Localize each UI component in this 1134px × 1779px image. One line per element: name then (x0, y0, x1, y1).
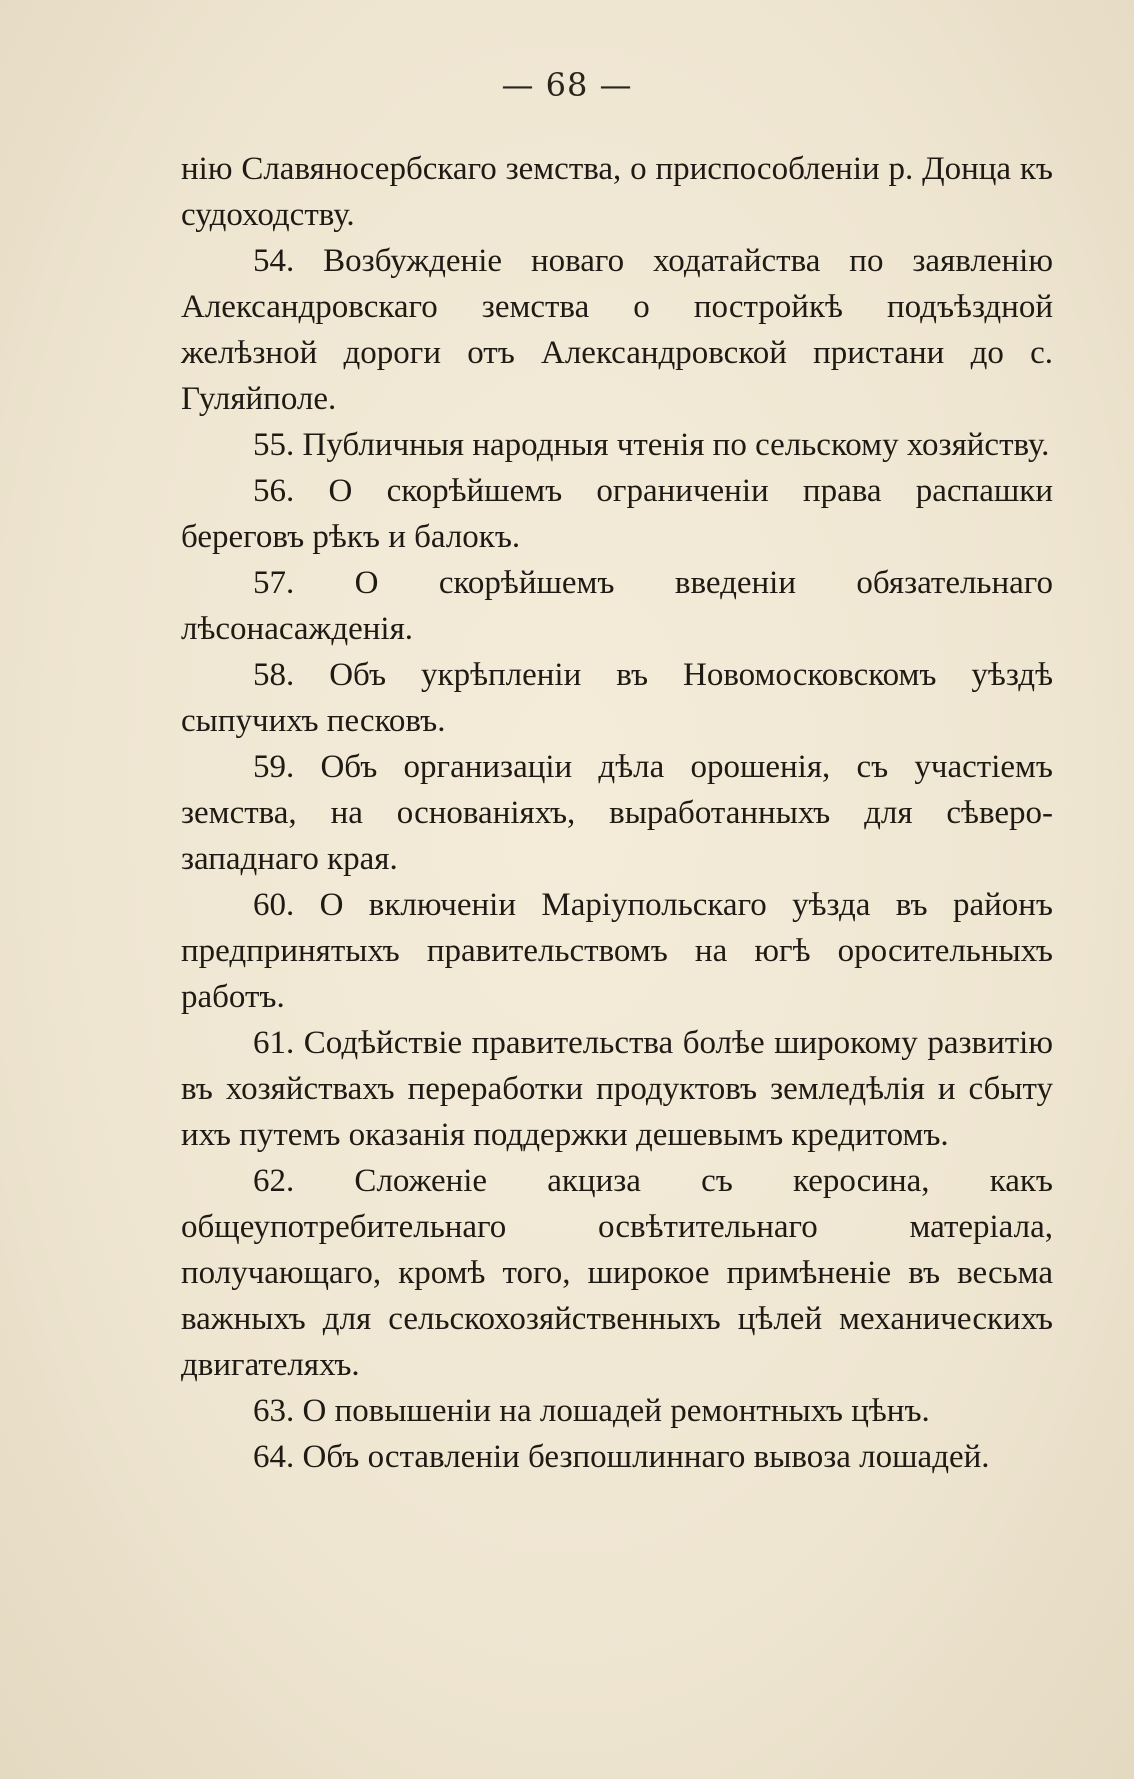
paragraph-item-57: 57. О скорѣйшемъ введеніи обязательнаго лѣсонасажденія. (181, 565, 1053, 647)
paragraph-item-64: 64. Объ оставленіи безпошлиннаго вывоза лошадей. (253, 1439, 990, 1475)
paragraph-continued: нію Славяносербскаго земства, о приспособленіи р. Донца къ судоходству. (181, 151, 1053, 233)
paragraph-item-61: 61. Содѣйствіе правительства болѣе широкому развитію въ хозяйствахъ переработки продуктовъ земледѣлія и сбыту ихъ путемъ оказанія поддержки дешевымъ кредитомъ. (181, 1025, 1053, 1153)
paragraph-item-63: 63. О повышеніи на лошадей ремонтныхъ цѣнъ. (253, 1393, 930, 1429)
paragraph-item-58: 58. Объ укрѣпленіи въ Новомосковскомъ уѣздѣ сыпучихъ песковъ. (181, 657, 1053, 739)
paragraph-item-54: 54. Возбужденіе новаго ходатайства по заявленію Александровскаго земства о постройкѣ подъѣздной желѣзной дороги отъ Александровской пристани до с. Гуляйполе. (181, 243, 1053, 417)
paragraph-item-60: 60. О включеніи Маріупольскаго уѣзда въ районъ предпринятыхъ правительствомъ на югѣ оросительныхъ работъ. (181, 887, 1053, 1015)
paragraph-item-56: 56. О скорѣйшемъ ограниченіи права распашки береговъ рѣкъ и балокъ. (181, 473, 1053, 555)
paragraph-item-59: 59. Объ организаціи дѣла орошенія, съ участіемъ земства, на основаніяхъ, выработанныхъ для сѣверо-западнаго края. (181, 749, 1053, 877)
paragraph-item-55: 55. Публичныя народныя чтенія по сельскому хозяйству. (253, 427, 1050, 463)
paragraph-item-62: 62. Сложеніе акциза съ керосина, какъ общеупотребительнаго освѣтительнаго матеріала, получающаго, кромѣ того, широкое примѣненіе въ весьма важныхъ для сельскохозяйственныхъ цѣлей механическихъ двигателяхъ. (181, 1163, 1053, 1383)
body-text (181, 146, 1053, 1480)
page-number: — 68 — (501, 66, 633, 104)
